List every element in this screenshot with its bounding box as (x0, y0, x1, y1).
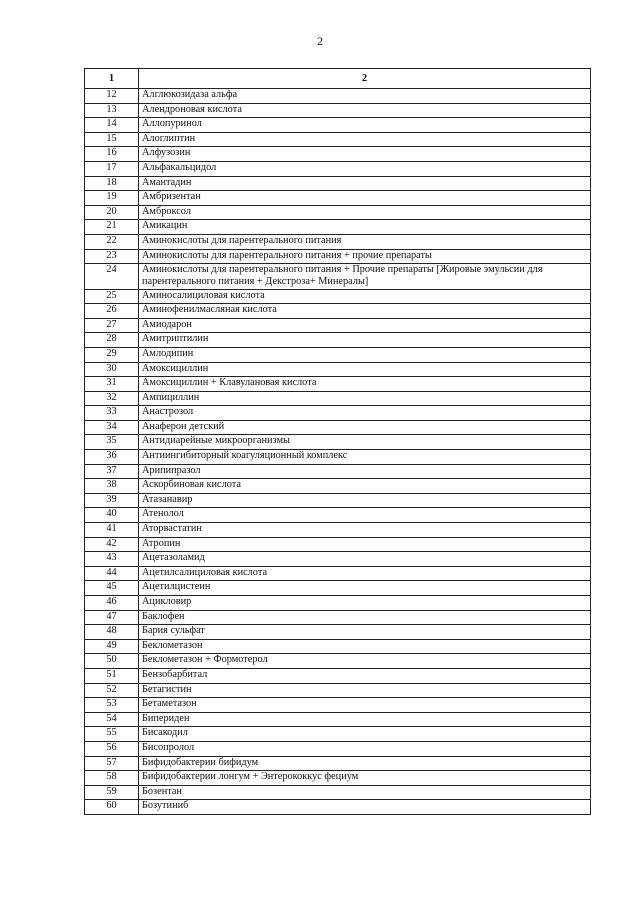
table-row (85, 147, 591, 162)
row-number: 60 (85, 800, 139, 815)
table-row (85, 362, 591, 377)
drug-name: Аминофенилмасляная кислота (139, 304, 591, 319)
drug-name: Амикацин (139, 220, 591, 235)
table-row (85, 698, 591, 713)
drug-name: Бифидобактерии лонгум + Энтерококкус фециум (139, 771, 591, 786)
table-row (85, 741, 591, 756)
table-row (85, 289, 591, 304)
table-row (85, 552, 591, 567)
drug-name: Баклофен (139, 610, 591, 625)
row-number: 58 (85, 771, 139, 786)
table-row (85, 668, 591, 683)
drug-name: Ацетилсалициловая кислота (139, 566, 591, 581)
row-number: 37 (85, 464, 139, 479)
row-number: 26 (85, 304, 139, 319)
table-row (85, 318, 591, 333)
table-row (85, 176, 591, 191)
table-row (85, 537, 591, 552)
row-number: 29 (85, 347, 139, 362)
row-number: 14 (85, 118, 139, 133)
drug-name: Алфузозин (139, 147, 591, 162)
drug-name: Антиингибиторный коагуляционный комплекс (139, 450, 591, 465)
table-row (85, 464, 591, 479)
table-row (85, 347, 591, 362)
row-number: 24 (85, 264, 139, 289)
row-number: 43 (85, 552, 139, 567)
row-number: 56 (85, 741, 139, 756)
table-row (85, 103, 591, 118)
row-number: 44 (85, 566, 139, 581)
table-row (85, 406, 591, 421)
drug-name: Бисопролол (139, 741, 591, 756)
drug-name: Анастрозол (139, 406, 591, 421)
drug-name: Амиодарон (139, 318, 591, 333)
table-header-row (85, 69, 591, 89)
drug-name: Амантадин (139, 176, 591, 191)
row-number: 54 (85, 712, 139, 727)
drug-name: Бипериден (139, 712, 591, 727)
table-row (85, 118, 591, 133)
row-number: 16 (85, 147, 139, 162)
row-number: 31 (85, 377, 139, 392)
row-number: 55 (85, 727, 139, 742)
row-number: 51 (85, 668, 139, 683)
drug-name: Бозентан (139, 785, 591, 800)
drug-name: Амитриптилин (139, 333, 591, 348)
table-row (85, 683, 591, 698)
row-number: 25 (85, 289, 139, 304)
drug-table (84, 68, 591, 815)
row-number: 50 (85, 654, 139, 669)
row-number: 13 (85, 103, 139, 118)
drug-name: Бетагистин (139, 683, 591, 698)
drug-name: Алоглиптин (139, 132, 591, 147)
row-number: 39 (85, 493, 139, 508)
drug-name: Бозутиниб (139, 800, 591, 815)
row-number: 34 (85, 420, 139, 435)
table-row (85, 625, 591, 640)
row-number: 35 (85, 435, 139, 450)
table-body (85, 89, 591, 815)
table-row (85, 450, 591, 465)
row-number: 22 (85, 234, 139, 249)
row-number: 17 (85, 161, 139, 176)
page-number: 2 (317, 34, 323, 48)
drug-name: Аллопуринол (139, 118, 591, 133)
drug-name: Бария сульфат (139, 625, 591, 640)
drug-name: Амоксициллин (139, 362, 591, 377)
row-number: 27 (85, 318, 139, 333)
row-number: 28 (85, 333, 139, 348)
table-row (85, 508, 591, 523)
table-row (85, 523, 591, 538)
table-row (85, 800, 591, 815)
row-number: 18 (85, 176, 139, 191)
drug-name: Бисакодил (139, 727, 591, 742)
row-number: 42 (85, 537, 139, 552)
table-row (85, 220, 591, 235)
row-number: 53 (85, 698, 139, 713)
row-number: 47 (85, 610, 139, 625)
drug-name: Ампициллин (139, 391, 591, 406)
table-row (85, 610, 591, 625)
drug-name: Аминосалициловая кислота (139, 289, 591, 304)
table-row (85, 654, 591, 669)
row-number: 19 (85, 191, 139, 206)
drug-name: Ацикловир (139, 596, 591, 611)
drug-name: Алглюкозидаза альфа (139, 89, 591, 104)
drug-name: Аминокислоты для парентерального питания (139, 234, 591, 249)
table-row (85, 264, 591, 289)
table-row (85, 771, 591, 786)
table-row (85, 89, 591, 104)
drug-name: Амоксициллин + Клавулановая кислота (139, 377, 591, 392)
table-row (85, 493, 591, 508)
row-number: 15 (85, 132, 139, 147)
row-number: 23 (85, 249, 139, 264)
table-row (85, 234, 591, 249)
table-row (85, 132, 591, 147)
row-number: 32 (85, 391, 139, 406)
table-row (85, 756, 591, 771)
drug-name: Арипипразол (139, 464, 591, 479)
table-row (85, 566, 591, 581)
drug-name: Ацетазоламид (139, 552, 591, 567)
table-row (85, 596, 591, 611)
table-row (85, 205, 591, 220)
table-row (85, 391, 591, 406)
drug-name: Антидиарейные микроорганизмы (139, 435, 591, 450)
table-row (85, 377, 591, 392)
drug-name: Бетаметазон (139, 698, 591, 713)
drug-name: Аскорбиновая кислота (139, 479, 591, 494)
drug-name: Аминокислоты для парентерального питания + Прочие препараты [Жировые эмульсии для парентерального питания + Декстроза+ Минералы] (139, 264, 591, 289)
row-number: 45 (85, 581, 139, 596)
table-row (85, 304, 591, 319)
drug-name: Алендроновая кислота (139, 103, 591, 118)
row-number: 48 (85, 625, 139, 640)
column-header-number: 1 (85, 69, 139, 89)
drug-name: Атенолол (139, 508, 591, 523)
table-row (85, 333, 591, 348)
drug-name: Беклометазон + Формотерол (139, 654, 591, 669)
row-number: 21 (85, 220, 139, 235)
drug-name: Атропин (139, 537, 591, 552)
row-number: 41 (85, 523, 139, 538)
table-row (85, 420, 591, 435)
row-number: 57 (85, 756, 139, 771)
row-number: 49 (85, 639, 139, 654)
table-row (85, 479, 591, 494)
drug-name: Ацетилцистеин (139, 581, 591, 596)
table-row (85, 639, 591, 654)
row-number: 46 (85, 596, 139, 611)
column-header-name: 2 (139, 69, 591, 89)
drug-name: Аминокислоты для парентерального питания + прочие препараты (139, 249, 591, 264)
row-number: 12 (85, 89, 139, 104)
row-number: 38 (85, 479, 139, 494)
table-row (85, 712, 591, 727)
row-number: 36 (85, 450, 139, 465)
table-row (85, 581, 591, 596)
table-row (85, 191, 591, 206)
row-number: 30 (85, 362, 139, 377)
drug-name: Атазанавир (139, 493, 591, 508)
row-number: 59 (85, 785, 139, 800)
row-number: 40 (85, 508, 139, 523)
drug-name: Бензобарбитал (139, 668, 591, 683)
drug-name: Амлодипин (139, 347, 591, 362)
drug-name: Анаферон детский (139, 420, 591, 435)
table-row (85, 161, 591, 176)
table-row (85, 727, 591, 742)
row-number: 33 (85, 406, 139, 421)
drug-name: Аторвастатин (139, 523, 591, 538)
row-number: 20 (85, 205, 139, 220)
drug-name: Беклометазон (139, 639, 591, 654)
drug-name: Альфакальцидол (139, 161, 591, 176)
drug-name: Амброксол (139, 205, 591, 220)
table-row (85, 785, 591, 800)
drug-name: Бифидобактерии бифидум (139, 756, 591, 771)
table-row (85, 435, 591, 450)
table-row (85, 249, 591, 264)
drug-name: Амбризентан (139, 191, 591, 206)
row-number: 52 (85, 683, 139, 698)
